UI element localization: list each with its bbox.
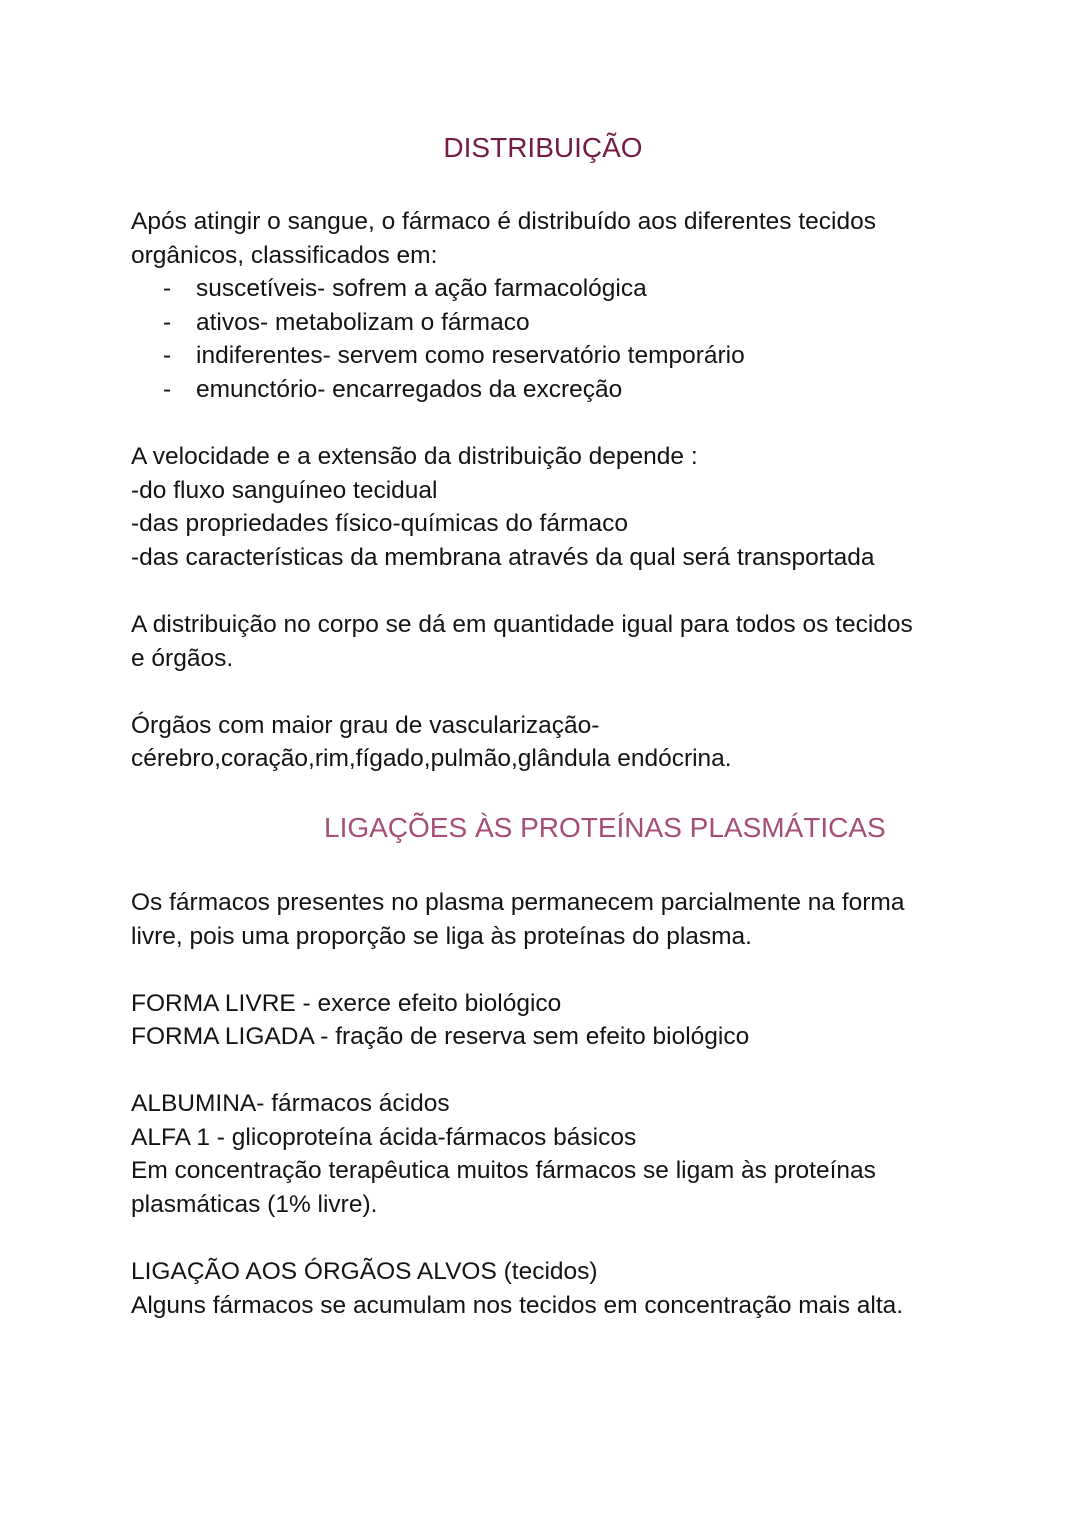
plasma-intro-line-2: livre, pois uma proporção se liga às proteínas do plasma.	[131, 923, 752, 950]
section-title-ligacoes: LIGAÇÕES ÀS PROTEÍNAS PLASMÁTICAS	[324, 812, 886, 843]
target-organs-heading: LIGAÇÃO AOS ÓRGÃOS ALVOS (tecidos)	[131, 1258, 598, 1285]
vascular-organs-line-2: cérebro,coração,rim,fígado,pulmão,glândula endócrina.	[131, 745, 732, 772]
alfa1-line: ALFA 1 - glicoproteína ácida-fármacos básicos	[131, 1124, 637, 1151]
velocity-factor: -das propriedades físico-químicas do fármaco	[131, 510, 629, 537]
bullet-dash: -	[163, 309, 172, 336]
distribution-note-line-2: e órgãos.	[131, 645, 234, 672]
albumina-line: ALBUMINA- fármacos ácidos	[131, 1090, 450, 1117]
list-item: emunctório- encarregados da excreção	[196, 376, 623, 403]
velocity-heading: A velocidade e a extensão da distribuição depende :	[131, 443, 698, 470]
velocity-factor: -do fluxo sanguíneo tecidual	[131, 477, 438, 504]
list-item: suscetíveis- sofrem a ação farmacológica	[196, 275, 647, 302]
concentration-line-1: Em concentração terapêutica muitos fármacos se ligam às proteínas	[131, 1157, 876, 1184]
concentration-line-2: plasmáticas (1% livre).	[131, 1191, 378, 1218]
intro-line-2: orgânicos, classificados em:	[131, 242, 438, 269]
forma-ligada: FORMA LIGADA - fração de reserva sem efeito biológico	[131, 1023, 750, 1050]
bullet-dash: -	[163, 275, 172, 302]
target-organs-text: Alguns fármacos se acumulam nos tecidos em concentração mais alta.	[131, 1292, 904, 1319]
distribution-note-line-1: A distribuição no corpo se dá em quantidade igual para todos os tecidos	[131, 611, 913, 638]
plasma-intro-line-1: Os fármacos presentes no plasma permanecem parcialmente na forma	[131, 889, 905, 916]
list-item: indiferentes- servem como reservatório temporário	[196, 342, 745, 369]
forma-livre: FORMA LIVRE - exerce efeito biológico	[131, 990, 562, 1017]
section-title-distribuicao: DISTRIBUIÇÃO	[443, 132, 643, 163]
bullet-dash: -	[163, 342, 172, 369]
vascular-organs-line-1: Órgãos com maior grau de vascularização-	[131, 712, 600, 739]
velocity-factor: -das características da membrana através da qual será transportada	[131, 544, 875, 571]
list-item: ativos- metabolizam o fármaco	[196, 309, 530, 336]
bullet-dash: -	[163, 376, 172, 403]
intro-line-1: Após atingir o sangue, o fármaco é distribuído aos diferentes tecidos	[131, 208, 876, 235]
